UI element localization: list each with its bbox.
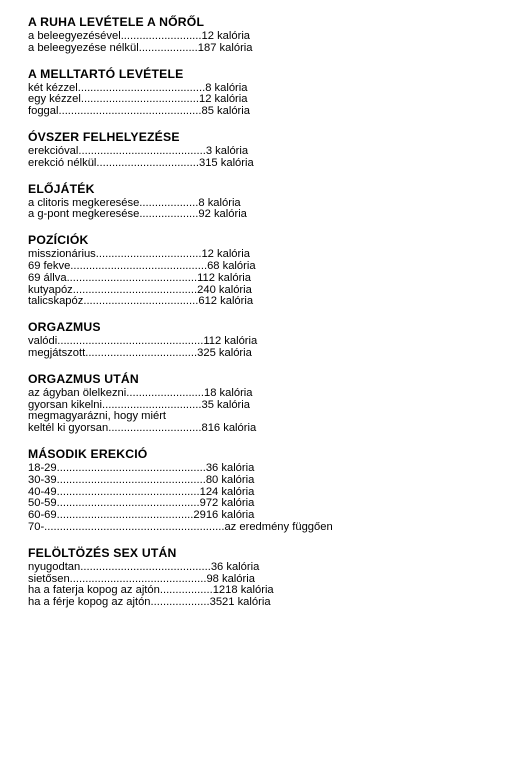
item-label: ha a faterja kopog az ajtón [28,584,160,597]
item-label: kutyapóz [28,283,73,296]
item-label: 30-39 [28,473,57,486]
dot-leader: .......................................................... [44,520,225,533]
item-value: 3521 kalória [209,596,271,609]
list-item [28,43,507,55]
item-label: valódi [28,335,58,348]
section-positions [28,233,507,308]
item-label: a g-pont megkeresése [28,208,140,221]
dot-leader: ................. [159,584,213,597]
item-label: egy kézzel [28,93,81,106]
item-value: 612 kalória [198,295,254,308]
dot-leader: .............................. [108,422,202,435]
dot-leader: .............................................. [58,105,202,118]
item-label: misszionárius [28,248,96,261]
item-label: erekció nélkül [28,156,97,169]
dot-leader: ................................................ [56,473,206,486]
list-item [28,106,507,118]
item-label: 70- [28,520,45,533]
item-label: a beleegyezése nélkül [28,41,139,54]
dot-leader: ................... [139,196,199,209]
item-label: nyugodtan [28,560,81,573]
section-title: A RUHA LEVÉTELE A NŐRŐL [28,15,205,29]
section-foreplay [28,182,507,222]
item-label: keltél ki gyorsan [28,422,109,435]
dot-leader: .............................................. [56,497,200,510]
item-value: 18 kalória [204,386,253,399]
dot-leader: .......................................... [66,271,198,284]
item-value: 124 kalória [199,485,255,498]
item-value: 112 kalória [203,335,258,348]
section-second-erection [28,447,507,534]
item-label: gyorsan kikelni [28,398,102,411]
item-value: 112 kalória [197,271,252,284]
item-value: 85 kalória [201,105,250,118]
section-title: FELÖLTÖZÉS SEX UTÁN [28,545,177,560]
list-item [28,296,507,308]
item-label: megmagyarázni, hogy miért [28,410,167,423]
dot-leader: ...................................... [80,93,199,106]
section-title: MÁSODIK EREKCIÓ [28,446,148,461]
item-label: sietősen [28,572,70,585]
item-label: megjátszott [28,346,86,359]
section-title: POZÍCIÓK [28,233,89,248]
item-value: 8 kalória [198,196,241,209]
list-item [28,348,507,360]
item-value: 92 kalória [198,208,247,221]
item-value: 98 kalória [206,572,255,585]
section-bra-removal [28,67,507,118]
dot-leader: .................................. [95,248,202,261]
list-item [28,522,507,534]
section-title: ORGAZMUS [28,320,101,335]
section-orgasm [28,320,507,360]
section-title: ORGAZMUS UTÁN [28,371,139,386]
list-item [28,158,507,170]
item-value: 35 kalória [201,398,250,411]
section-title: A MELLTARTÓ LEVÉTELE [28,66,184,81]
dot-leader: ............................................... [57,335,204,348]
dot-leader: ............................................ [69,572,207,585]
section-title: ÓVSZER FELHELYEZÉSE [28,129,180,144]
list-item [28,597,507,609]
item-label: 18-29 [28,461,57,474]
item-value: 68 kalória [207,259,256,272]
dot-leader: .......................................... [80,560,211,573]
item-label: a clitoris megkeresése [28,196,140,209]
dot-leader: ............................................ [56,509,194,522]
item-label: foggal [28,105,59,118]
item-value: 187 kalória [197,41,253,54]
dot-leader: ................................................ [56,461,206,474]
dot-leader: ..................................... [83,295,199,308]
item-label: 60-69 [28,509,57,522]
dot-leader: ............................................ [70,259,208,272]
item-value: 36 kalória [205,461,255,474]
item-value: 315 kalória [198,156,254,169]
dot-leader: ................... [139,208,199,221]
item-value: 816 kalória [201,422,257,435]
dot-leader: ......................................... [77,81,206,94]
list-item [28,209,507,221]
item-label: 50-59 [28,497,57,510]
section-title: ELŐJÁTÉK [28,181,95,196]
item-value: 36 kalória [210,560,260,573]
dot-leader: ........................................ [72,283,198,296]
item-value: az eredmény függően [224,520,333,533]
item-value: 12 kalória [201,30,251,42]
dot-leader: .................................... [85,346,198,359]
item-label: ha a férje kopog az ajtón [28,596,151,609]
item-value: 8 kalória [205,81,248,94]
list-item [28,423,507,435]
section-after-orgasm [28,372,507,435]
item-label: 40-49 [28,485,57,498]
dot-leader: ................... [138,41,198,54]
item-label: 69 fekve [28,259,71,272]
section-dressing-after [28,546,507,609]
dot-leader: ......................................... [78,144,206,157]
item-label: két kézzel [28,81,78,94]
item-value: 1218 kalória [212,584,274,597]
item-label: erekcióval [28,144,79,157]
item-label: talicskapóz [28,295,84,308]
section-condom [28,130,507,170]
item-value: 12 kalória [198,93,248,106]
item-value: 12 kalória [201,248,250,261]
item-value: 2916 kalória [193,509,255,522]
item-value: 240 kalória [197,283,252,296]
dot-leader: ................................. [96,156,199,169]
item-value: 972 kalória [199,497,255,510]
dot-leader: ......................... [126,386,204,399]
item-label: az ágyban ölelkezni [28,386,127,399]
item-label: a beleegyezésével [28,30,121,42]
dot-leader: .............................................. [56,485,200,498]
item-value: 80 kalória [205,473,255,486]
dot-leader: .......................... [120,30,202,42]
section-undressing-woman [28,15,507,55]
item-value: 325 kalória [197,346,252,359]
dot-leader: ................................ [102,398,202,411]
item-value: 3 kalória [205,144,249,157]
item-label: 69 állva [28,271,67,284]
dot-leader: ................... [150,596,210,609]
